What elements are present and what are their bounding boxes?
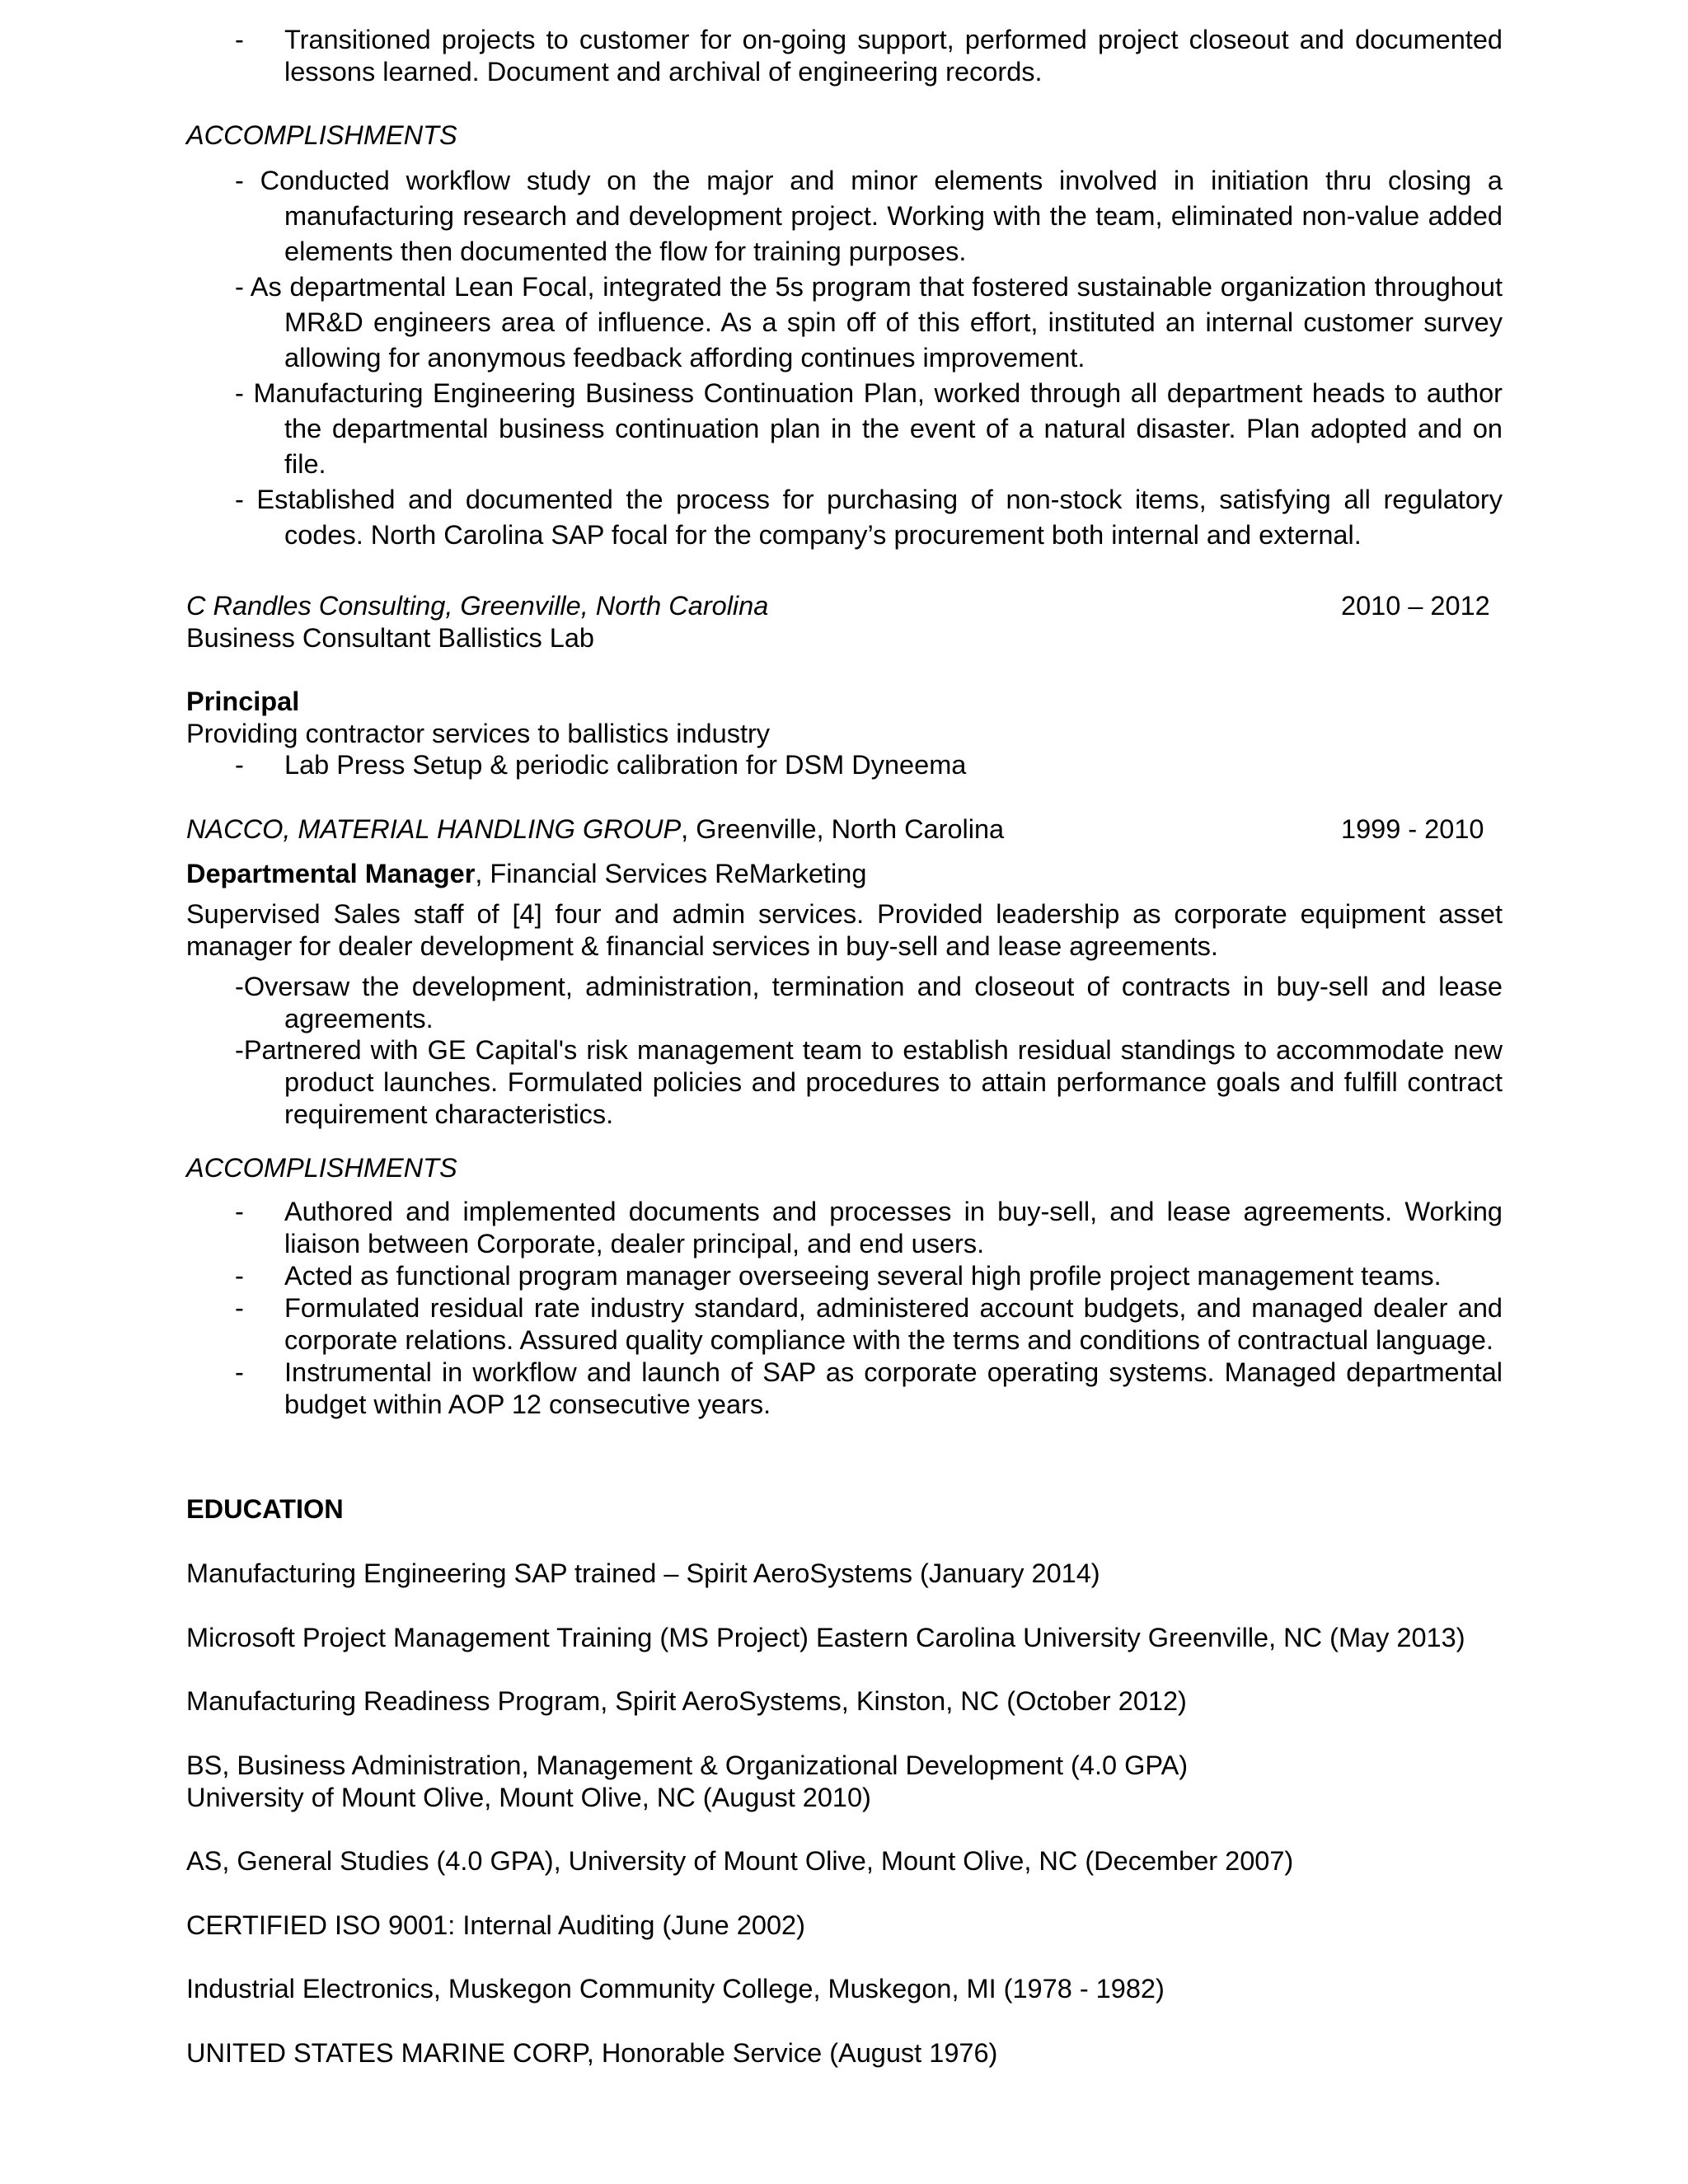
education-entry: BS, Business Administration, Management & Organizational Development (4.0 GPA) [186,1750,1189,1780]
accomplishments-list-1 [186,163,1503,553]
list-item-text: - As departmental Lean Focal, integrated the 5s program that fostered sustainable organization throughout MR&D engineers area of influence. As a spin off of this effort, instituted an internal customer survey allowing for anonymous feedback affording continues improvement. [235,272,1503,373]
dates-randles: 2010 – 2012 [1341,591,1490,621]
section-heading-accomplishments: ACCOMPLISHMENTS [186,120,457,150]
education-entry: CERTIFIED ISO 9001: Internal Auditing (June 2002) [186,1910,805,1940]
list-item-text: Authored and implemented documents and processes in buy-sell, and lease agreements. Working liaison between Corporate, dealer principal, and end users. [284,1197,1503,1258]
summary-nacco: Supervised Sales staff of [4] four and admin services. Provided leadership as corporate equipment asset manager for dealer development & financial services in buy-sell and lease agreements. [186,899,1503,961]
list-item-text: Acted as functional program manager overseeing several high profile project management teams. [284,1261,1442,1291]
list-item-text: Lab Press Setup & periodic calibration for DSM Dyneema [284,750,967,780]
dash-marker: - [235,25,244,54]
list-item [186,24,1503,88]
employer-randles: C Randles Consulting, Greenville, North Carolina [186,591,769,621]
education-entry: Industrial Electronics, Muskegon Community College, Muskegon, MI (1978 - 1982) [186,1974,1165,2004]
dash-marker: - [235,1261,244,1291]
list-item-text: Instrumental in workflow and launch of SAP as corporate operating systems. Managed departmental budget within AOP 12 consecutive years. [284,1357,1503,1419]
list-item [186,1034,1503,1131]
education-entry: AS, General Studies (4.0 GPA), University of Mount Olive, Mount Olive, NC (December 2007) [186,1846,1294,1876]
dash-marker: - [235,1197,244,1226]
role-randles: Business Consultant Ballistics Lab [186,623,594,653]
education-entry: Manufacturing Engineering SAP trained – Spirit AeroSystems (January 2014) [186,1558,1100,1588]
nacco-list [186,971,1503,1131]
list-item [186,1292,1503,1357]
list-item [186,482,1503,553]
list-item-text: -Oversaw the development, administration, termination and closeout of contracts in buy-sell and lease agreements. [235,972,1503,1033]
title-nacco [186,858,866,890]
list-item [186,1357,1503,1421]
summary-randles: Providing contractor services to ballistics industry [186,719,771,748]
list-item [186,163,1503,269]
employer-nacco-name: NACCO, MATERIAL HANDLING GROUP [186,814,682,844]
dash-marker: - [235,1293,244,1323]
dash-marker: - [235,1357,244,1387]
list-item [186,1196,1503,1260]
accomplishments-list-2 [186,1196,1503,1421]
list-item-text: Formulated residual rate industry standard, administered account budgets, and managed dealer and corporate relations. Assured quality compliance with the terms and conditions of contractual language. [284,1293,1503,1355]
list-item [186,971,1503,1035]
list-item-text: Transitioned projects to customer for on-going support, performed project closeout and documented lessons learned. Document and archival of engineering records. [284,25,1503,87]
list-item-text: -Partnered with GE Capital's risk management team to establish residual standings to accommodate new product launches. Formulated policies and procedures to attain performance goals and fulfill contract requirement characteristics. [235,1035,1503,1129]
section-heading-education: EDUCATION [186,1494,344,1524]
list-item [186,1260,1503,1292]
dash-marker: - [235,750,244,780]
list-item [186,376,1503,482]
education-entry: Manufacturing Readiness Program, Spirit AeroSystems, Kinston, NC (October 2012) [186,1686,1187,1716]
list-item [186,749,1503,781]
section-heading-accomplishments: ACCOMPLISHMENTS [186,1153,457,1183]
list-item [186,269,1503,376]
list-item-text: - Manufacturing Engineering Business Continuation Plan, worked through all department heads to author the departmental business continuation plan in the event of a natural disaster. Plan adopted and on file. [235,378,1503,479]
education-entry: University of Mount Olive, Mount Olive, NC (August 2010) [186,1783,871,1812]
education-entry: UNITED STATES MARINE CORP, Honorable Service (August 1976) [186,2038,998,2068]
employer-nacco [186,813,1004,846]
dates-nacco: 1999 - 2010 [1341,814,1484,844]
list-item-text: - Conducted workflow study on the major and minor elements involved in initiation thru closing a manufacturing research and development project. Working with the team, eliminated non-value added elements then documented the flow for training purposes. [235,166,1503,266]
list-item-text: - Established and documented the process for purchasing of non-stock items, satisfying all regulatory codes. North Carolina SAP focal for the company’s procurement both internal and external. [235,485,1503,550]
title-nacco-dept: , Financial Services ReMarketing [475,859,867,888]
employer-nacco-location: , Greenville, North Carolina [681,814,1005,844]
intro-list [186,24,1503,88]
randles-list [186,749,1503,781]
education-entry: Microsoft Project Management Training (MS Project) Eastern Carolina University Greenville, NC (May 2013) [186,1623,1465,1652]
title-nacco-role: Departmental Manager [186,859,476,888]
title-principal: Principal [186,687,300,716]
